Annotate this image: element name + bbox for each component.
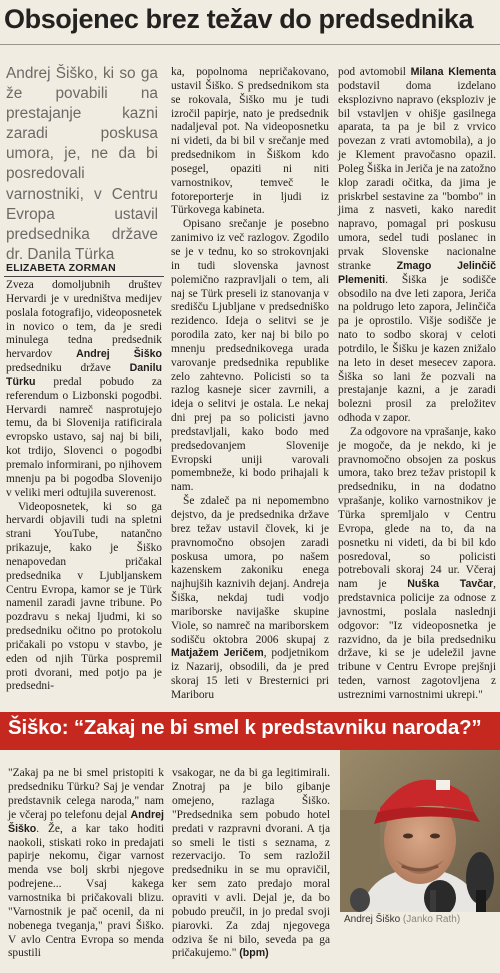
paragraph: Opisano srečanje je posebno zanimivo iz več razlogov. Zgodilo se je v tednu, ko so strokovnjaki in tudi slovenska javnost polemično razpravljali o tem, ali naj se Türk preseli iz stanovanja v središču Ljubljane v predsedniško rezidenco. Ideja o selitvi se je porodila zato, ker naj bi bilo po mnenju predsednikovega urada varovanje predsednika republike zelo zahtevno. Policisti so ta razlog kasneje sicer zavrnili, a ideja o selitvi je ostala. Le nekaj dni prej pa so policisti javno predstavljali, kako bodo med predsedovanjem Slovenije Evropski uniji varovali pomembneže, ki bodo prihajali k nam. [171, 218, 329, 494]
article-column-3 [338, 66, 496, 703]
photo-caption [344, 914, 460, 925]
caption-name: Andrej Šiško [344, 914, 401, 925]
paragraph: Zveza domoljubnih društev Hervardi je v uredništva medijev poslala fotografijo, videoposnetek in novico o tem, da je sredi minulega tedna predsednik hervardov Andrej Šiško predsedniku države Danilu Türku predal pobudo za referendum o Lizbonski pogodbi. Hervardi namreč nasprotujejo temu, da bi Slovenija ratificirala evropsko ustavo, saj naj bi bili, kot trdijo, Slovenci o pogodbi premalo informirani, po njihovem mnenju pa bi pogodba Slovenijo v veliki meri odtujila suverenost. [6, 279, 162, 499]
bold-name: Danilu Türku [6, 362, 162, 388]
paragraph: ka, popolnoma nepričakovano, ustavil Šiško. S predsednikom sta se rokovala, Šiško mu je tudi izročil papirje, nato je predsednik nadaljeval pot. Na videoposnetku ni videti, da bi bil v srečanje med predsednikom in Šiškom kdo posegel, opaziti ni niti varnostnikov, temveč le fotoreporterje in ljudi iz Türkovega kabineta. [171, 66, 329, 217]
sidebar-title: Šiško: “Zakaj ne bi smel k predstavniku naroda?” [8, 716, 482, 739]
bold-name: Milana Klementa [410, 66, 496, 78]
headline-rule [0, 44, 500, 45]
paragraph: pod avtomobil Milana Klementa podstavil doma izdelano eksplozivno napravo (eksploziv je bil vstavljen v ohišje gasilnega aparata, ta pa je bil z vrvico povezan z vrati avtomobila), a jo je Klement pravočasno opazil. Poleg Šiška in Jeriča je na zatožno klop zaradi očitka, da jima je priskrbel sestavine za "bombo" in jima z nasveti, kako naredit napravo, pomagal pri poskusu umora, sedel tudi poslanec in prvak Slovenske nacionalne stranke Zmago Jelinčič Plemeniti. Šiška je sodišče obsodilo na dve leti zapora, Jeriča na poldrugo leto zapora, Jelinčiča pa je oprostilo. Višje sodišče je nato to sodbo skoraj v celoti potrdilo, le Šišku je kazen znižalo na leto in deset mesecev zapora. Šiška so lani že pozvali na prestajanje kazni, a je zaradi bolezni prosil za preložitev odhoda v zapor. [338, 66, 496, 425]
bold-name: Andrej Šiško [76, 348, 162, 361]
article-column-2 [171, 66, 329, 703]
byline-rule [4, 276, 164, 277]
paragraph: "Zakaj pa ne bi smel pristopiti k predsedniku Türku? Saj je vendar predstavnik celega naroda," nam je včeraj po telefonu dejal Andrej Šiško. Že, a kar tako hoditi naokoli, stiskati roko in predajati papirje nekomu, čigar varnost menda vse bolj skrbi njegove podrejene... Vsaj kakega varnostnika bi pričakovali blizu. "Varnostnik je pač ocenil, da ni nobenega tveganja," pravi Šiško. V avlo Centra Evropa so menda spustili [8, 767, 164, 960]
bold-name: Zmago Jelinčič Plemeniti [338, 259, 496, 286]
paragraph: Za odgovore na vprašanje, kako je mogoče, da je nekdo, ki je pravnomočno obsojen za poskus umora, tako brez težav pristopil k predsedniku, in na dodatno vprašanje, koliko varnostnikov je Türka spremljalo v Centru Evropa, glede na to, da na posnetku ni videti, da bi bil kdo posredoval, so policisti potrebovali skoraj 24 ur. Včeraj nam je Nuška Tavčar, predstavnica policije za odnose z javnostmi, poslala naslednji odgovor: "Iz videoposnetka je razvidno, da je bila predsedniku države, ki se je udeležil javne tribune v Centru Evrope prejšnji teden, varnost zagotovljena z ustreznimi varnostnimi ukrepi." [338, 425, 496, 701]
lead-paragraph: Andrej Šiško, ki so ga že povabili na prestajanje kazni zaradi poskusa umora, je, ne da bi posredovali varnostniki, v Centru Evropa ustavil predsednika države dr. Danila Türka [6, 65, 158, 263]
byline: ELIZABETA ZORMAN [6, 262, 116, 274]
headline: Obsojenec brez težav do predsednika [4, 4, 474, 34]
paragraph: vsakogar, ne da bi ga legitimirali. Znotraj pa je bilo gibanje omejeno, razlaga Šiško. "Predsednika sem pobudo hotel predati v razpravni dvorani. A tja so smeli le tisti s seznama, z rezervacijo. To sem razložil predsedniku in se mu opravičil, ker sem zato predajo moral opraviti v avli. Dejal je, da bo pobudo preučil, in jo predal svoji piarovki. Za zdaj njegovega odziva še ni bilo, seveda pa ga pričakujemo." (bpm) [172, 767, 330, 960]
caption-credit: (Janko Rath) [402, 914, 461, 925]
sidebar-column-1 [8, 756, 164, 973]
paragraph: Še zdaleč pa ni nepomembno dejstvo, da je predsednika države brez težav ustavil človek, ki je pravnomočno obsojen zaradi poskusa umora, po našem kazenskem zakoniku enega najhujših kaznivih dejanj. Andreja Šiška, nekdaj tudi vodjo mariborske navijaške skupine Viole, so namreč na mariborskem sodišču oktobra 2006 skupaj z Matjažem Jeričem, podjetnikom iz Nazarij, obsodili, da je pred skoraj 15 leti v Bresternici pri Mariboru [171, 495, 329, 701]
article-column-1 [6, 279, 162, 694]
bold-name: Andrej Šiško [8, 808, 164, 835]
paragraph: Videoposnetek, ki so ga hervardi objavili tudi na spletni strani YouTube, natančno prikazuje, kako je Šiško nenapovedan pričakal predsednika v Ljubljanskem Centru Evropa, kamor se je Türk namenil zaradi javne tribune. Po pozdravu s nekaj ljudmi, ki so predsedniku očitno po protokolu pričakali po vstopu v stavbo, je eden od njih Türka pospremil proti dvorani, med potjo pa je predsedni- [6, 500, 162, 693]
bold-name: Matjažem Jeričem [171, 647, 264, 660]
sidebar-column-2 [172, 756, 330, 973]
bold-name: Nuška Tavčar [407, 578, 494, 591]
bold-name: (bpm) [239, 947, 269, 960]
portrait-photo [340, 750, 500, 912]
